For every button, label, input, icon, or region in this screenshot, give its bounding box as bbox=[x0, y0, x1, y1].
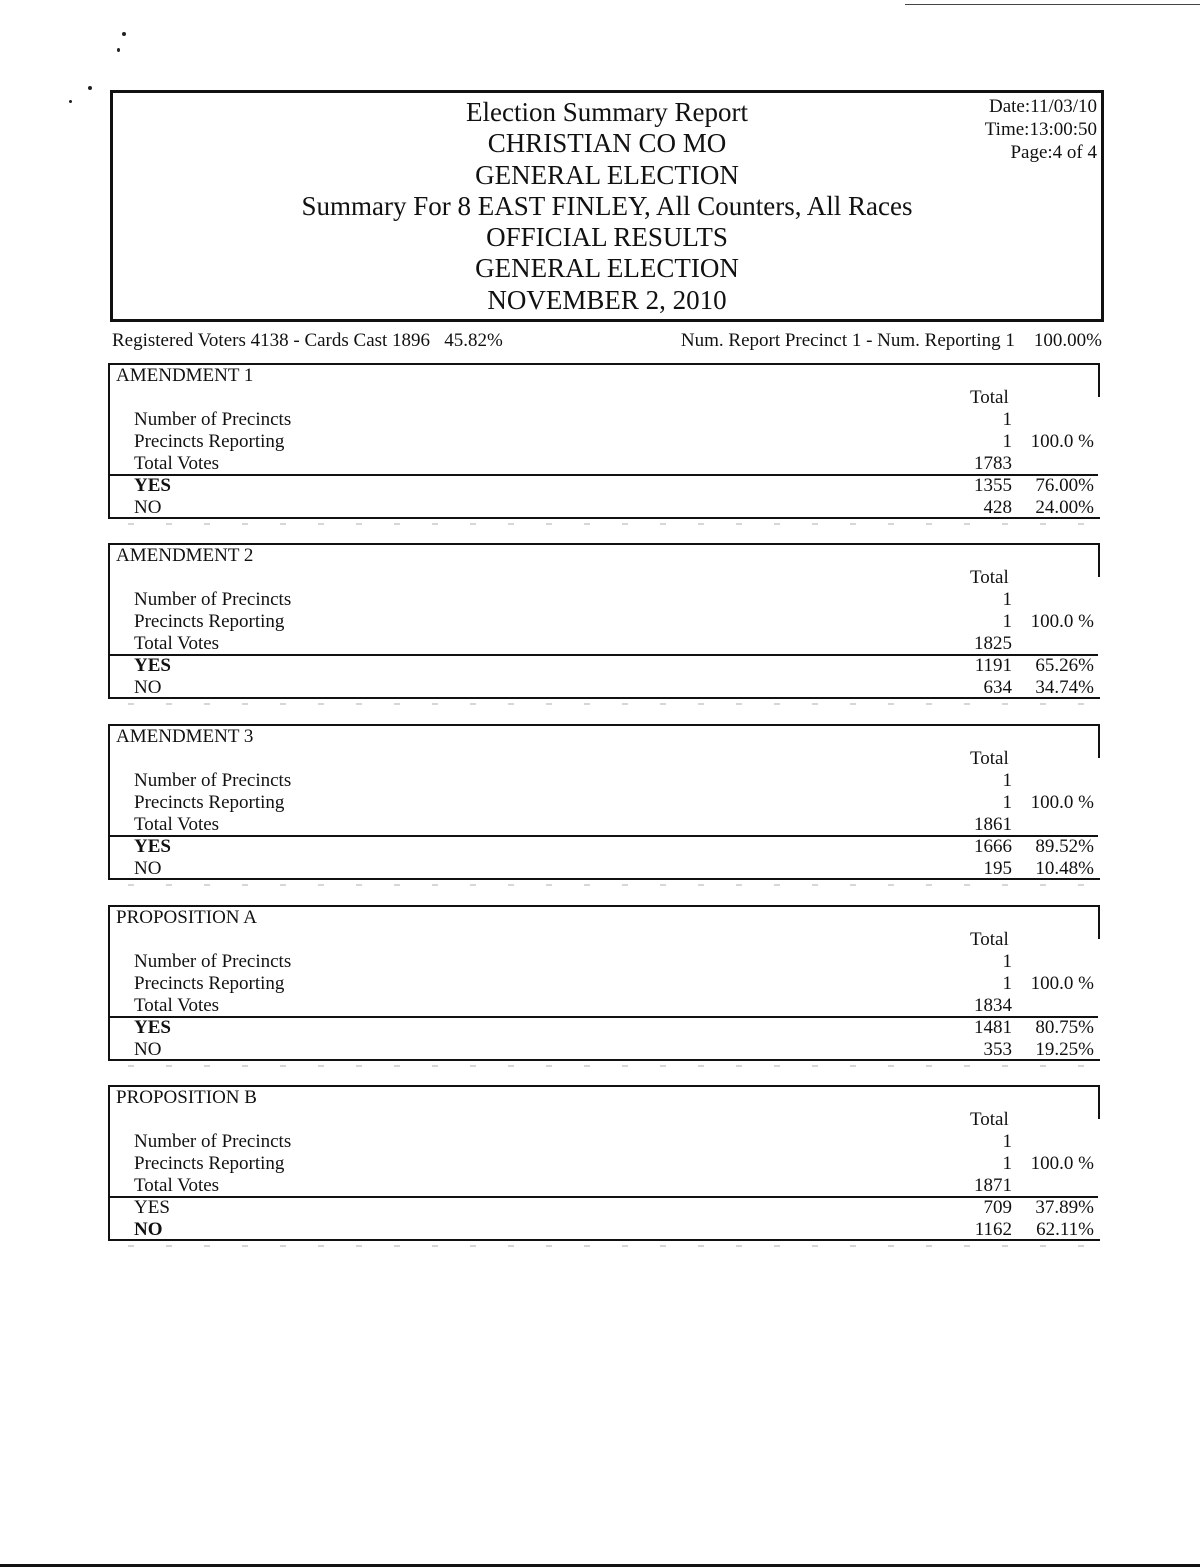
race-title: AMENDMENT 2 bbox=[116, 545, 254, 566]
result-row bbox=[108, 589, 1100, 611]
row-percent: 65.26% bbox=[1035, 655, 1094, 676]
row-percent: 89.52% bbox=[1035, 836, 1094, 857]
row-total: 1162 bbox=[974, 1219, 1012, 1240]
race-block bbox=[108, 543, 1100, 701]
result-row bbox=[108, 995, 1100, 1017]
row-percent: 100.0 % bbox=[1030, 431, 1094, 452]
result-row bbox=[108, 633, 1100, 655]
row-total: 1481 bbox=[974, 1017, 1012, 1038]
row-label: Number of Precincts bbox=[134, 1131, 292, 1152]
result-row bbox=[108, 1017, 1100, 1039]
row-label: Total Votes bbox=[134, 633, 220, 654]
result-row bbox=[108, 431, 1100, 453]
row-percent: 80.75% bbox=[1035, 1017, 1094, 1038]
result-row bbox=[108, 1219, 1100, 1241]
race-title: PROPOSITION B bbox=[116, 1087, 257, 1108]
race-frame-right bbox=[1098, 905, 1100, 939]
total-column-header: Total bbox=[970, 387, 1009, 408]
result-row bbox=[108, 475, 1100, 497]
page-number: Page:4 of 4 bbox=[1010, 142, 1097, 163]
row-label: Total Votes bbox=[134, 453, 220, 474]
row-total: 1 bbox=[1002, 611, 1012, 632]
row-total: 1 bbox=[1002, 951, 1012, 972]
report-header bbox=[110, 90, 1104, 322]
row-label: Precincts Reporting bbox=[134, 611, 285, 632]
race-block bbox=[108, 363, 1100, 521]
row-total: 1834 bbox=[974, 995, 1012, 1016]
election-date: NOVEMBER 2, 2010 bbox=[487, 284, 727, 315]
row-label: Total Votes bbox=[134, 814, 220, 835]
row-label: Number of Precincts bbox=[134, 589, 292, 610]
result-row bbox=[108, 1175, 1100, 1197]
row-total: 1861 bbox=[974, 814, 1012, 835]
row-total: 1 bbox=[1002, 973, 1012, 994]
row-total: 1 bbox=[1002, 770, 1012, 791]
row-percent: 10.48% bbox=[1035, 858, 1094, 879]
scan-speck bbox=[122, 32, 126, 36]
result-row bbox=[108, 409, 1100, 431]
row-label: Total Votes bbox=[134, 1175, 220, 1196]
row-label: NO bbox=[134, 1219, 163, 1240]
result-row bbox=[108, 814, 1100, 836]
row-total: 1191 bbox=[974, 655, 1012, 676]
turnout-summary bbox=[112, 330, 1102, 354]
row-label: NO bbox=[134, 858, 162, 879]
report-title: Election Summary Report bbox=[466, 97, 748, 127]
result-row bbox=[108, 1131, 1100, 1153]
row-total: 634 bbox=[983, 677, 1012, 698]
row-label: Total Votes bbox=[134, 995, 220, 1016]
race-frame-noise bbox=[128, 703, 1100, 705]
race-frame-noise bbox=[128, 1245, 1100, 1247]
row-percent: 19.25% bbox=[1035, 1039, 1094, 1060]
row-label: Precincts Reporting bbox=[134, 792, 285, 813]
race-frame-right bbox=[1098, 724, 1100, 758]
result-row bbox=[108, 973, 1100, 995]
row-percent: 37.89% bbox=[1035, 1197, 1094, 1218]
result-row bbox=[108, 655, 1100, 677]
row-label: NO bbox=[134, 497, 162, 518]
row-total: 353 bbox=[983, 1039, 1012, 1060]
race-title: AMENDMENT 3 bbox=[116, 726, 254, 747]
row-percent: 100.0 % bbox=[1030, 1153, 1094, 1174]
row-percent: 62.11% bbox=[1036, 1219, 1094, 1240]
registered-voters-summary: Registered Voters 4138 - Cards Cast 1896 45.82% bbox=[112, 330, 503, 351]
result-row bbox=[108, 1197, 1100, 1219]
row-percent: 34.74% bbox=[1035, 677, 1094, 698]
row-total: 1871 bbox=[974, 1175, 1012, 1196]
race-block bbox=[108, 1085, 1100, 1243]
precinct-reporting-summary: Num. Report Precinct 1 - Num. Reporting 1 100.00% bbox=[680, 330, 1102, 351]
total-column-header: Total bbox=[970, 748, 1009, 769]
row-total: 1825 bbox=[974, 633, 1012, 654]
row-label: Number of Precincts bbox=[134, 951, 292, 972]
election-type: GENERAL ELECTION bbox=[475, 253, 739, 284]
row-label: Number of Precincts bbox=[134, 409, 292, 430]
scan-speck bbox=[69, 100, 72, 103]
race-block bbox=[108, 905, 1100, 1063]
scan-edge-top bbox=[905, 4, 1200, 5]
race-frame-noise bbox=[128, 523, 1100, 525]
row-percent: 76.00% bbox=[1035, 475, 1094, 496]
result-row bbox=[108, 858, 1100, 880]
scan-speck bbox=[88, 86, 92, 90]
race-frame-right bbox=[1098, 543, 1100, 577]
row-total: 1666 bbox=[974, 836, 1012, 857]
row-label: Precincts Reporting bbox=[134, 431, 285, 452]
row-total: 195 bbox=[983, 858, 1012, 879]
row-label: YES bbox=[134, 836, 171, 857]
race-block bbox=[108, 724, 1100, 882]
result-row bbox=[108, 770, 1100, 792]
row-label: YES bbox=[134, 655, 171, 676]
row-label: YES bbox=[134, 475, 171, 496]
result-row bbox=[108, 951, 1100, 973]
race-title: PROPOSITION A bbox=[116, 907, 257, 928]
result-row bbox=[108, 453, 1100, 475]
row-percent: 24.00% bbox=[1035, 497, 1094, 518]
row-label: YES bbox=[134, 1197, 170, 1218]
row-total: 1 bbox=[1002, 792, 1012, 813]
header-title-block bbox=[113, 97, 1101, 316]
row-total: 428 bbox=[983, 497, 1012, 518]
row-percent: 100.0 % bbox=[1030, 973, 1094, 994]
race-frame-right bbox=[1098, 363, 1100, 397]
row-label: Number of Precincts bbox=[134, 770, 292, 791]
row-label: NO bbox=[134, 677, 162, 698]
total-column-header: Total bbox=[970, 1109, 1009, 1130]
total-column-header: Total bbox=[970, 929, 1009, 950]
election-name: GENERAL ELECTION bbox=[475, 159, 739, 190]
row-total: 1783 bbox=[974, 453, 1012, 474]
result-row bbox=[108, 836, 1100, 858]
results-status: OFFICIAL RESULTS bbox=[486, 222, 728, 253]
row-percent: 100.0 % bbox=[1030, 611, 1094, 632]
summary-scope: Summary For 8 EAST FINLEY, All Counters, All Races bbox=[301, 190, 913, 221]
row-label: Precincts Reporting bbox=[134, 973, 285, 994]
row-label: NO bbox=[134, 1039, 162, 1060]
result-row bbox=[108, 1039, 1100, 1061]
total-column-header: Total bbox=[970, 567, 1009, 588]
row-total: 1355 bbox=[974, 475, 1012, 496]
row-total: 1 bbox=[1002, 589, 1012, 610]
race-title: AMENDMENT 1 bbox=[116, 365, 254, 386]
result-row bbox=[108, 792, 1100, 814]
report-meta bbox=[985, 95, 1097, 164]
row-total: 709 bbox=[983, 1197, 1012, 1218]
scan-edge-bottom bbox=[0, 1564, 1200, 1567]
race-frame-right bbox=[1098, 1085, 1100, 1119]
row-total: 1 bbox=[1002, 1131, 1012, 1152]
race-frame-top bbox=[108, 724, 1100, 726]
result-row bbox=[108, 611, 1100, 633]
race-frame-top bbox=[108, 363, 1100, 365]
race-frame-top bbox=[108, 543, 1100, 545]
row-percent: 100.0 % bbox=[1030, 792, 1094, 813]
jurisdiction: CHRISTIAN CO MO bbox=[487, 128, 727, 159]
race-frame-noise bbox=[128, 884, 1100, 886]
result-row bbox=[108, 677, 1100, 699]
row-total: 1 bbox=[1002, 409, 1012, 430]
race-frame-noise bbox=[128, 1065, 1100, 1067]
row-total: 1 bbox=[1002, 1153, 1012, 1174]
report-time: Time:13:00:50 bbox=[984, 119, 1097, 140]
result-row bbox=[108, 497, 1100, 519]
report-date: Date:11/03/10 bbox=[989, 96, 1097, 117]
row-total: 1 bbox=[1002, 431, 1012, 452]
row-label: Precincts Reporting bbox=[134, 1153, 285, 1174]
scan-speck bbox=[117, 48, 120, 52]
row-label: YES bbox=[134, 1017, 171, 1038]
result-row bbox=[108, 1153, 1100, 1175]
